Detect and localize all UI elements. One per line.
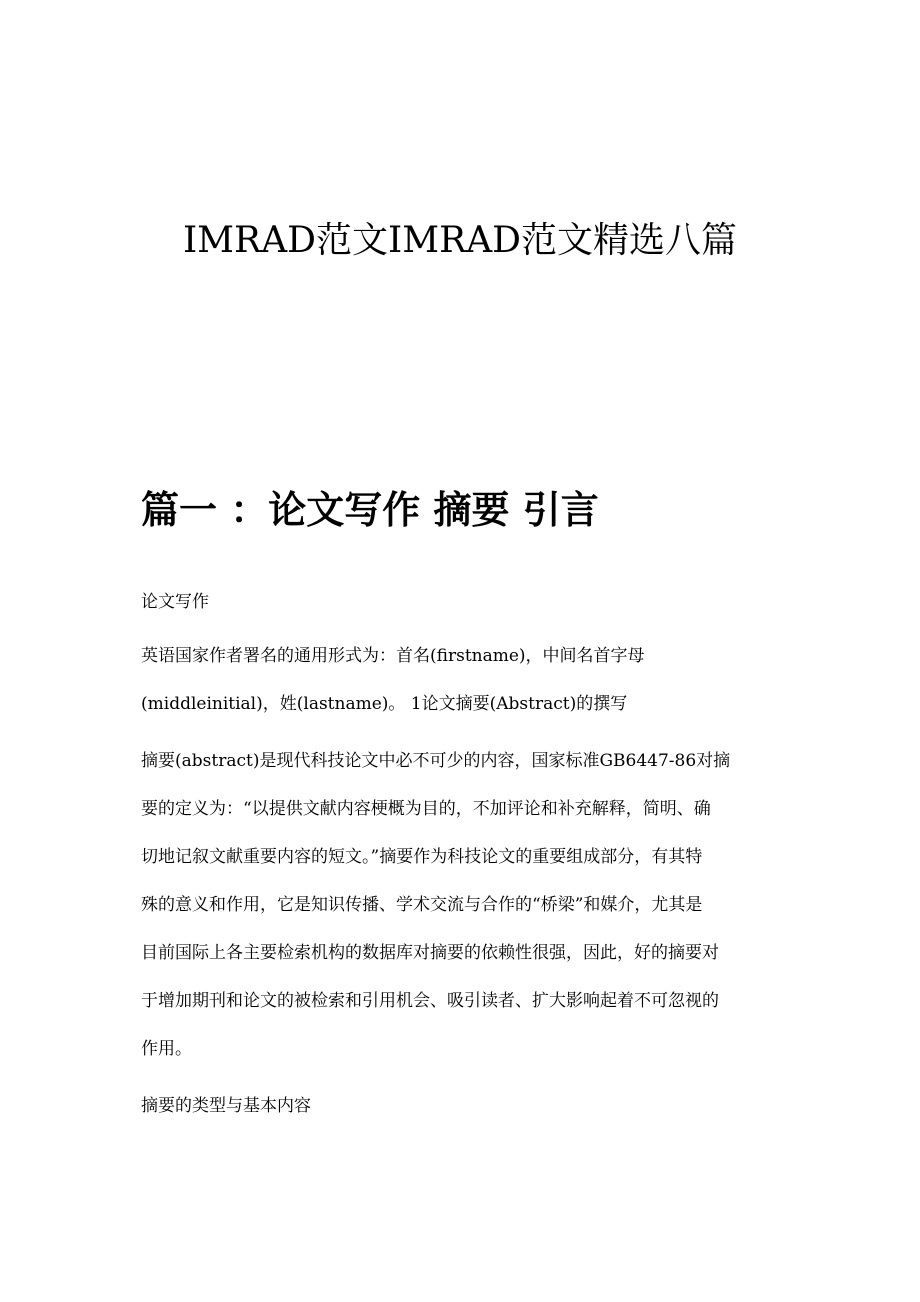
abstract-line: 摘要(abstract)是现代科技论文中必不可少的内容，国家标准GB6447-86对摘 bbox=[141, 751, 731, 771]
document-title: IMRAD范文IMRAD范文精选八篇 bbox=[182, 220, 738, 261]
types-paragraph bbox=[141, 1082, 781, 1130]
authors-paragraph bbox=[141, 632, 781, 728]
authors-line: (middleinitial)，姓(lastname)。 1论文摘要(Abstract)的撰写 bbox=[141, 694, 628, 714]
section-heading: 篇一 ：论文写作 摘要 引言 bbox=[141, 488, 599, 532]
subhead-paragraph bbox=[141, 578, 781, 626]
types-heading-text: 摘要的类型与基本内容 bbox=[141, 1096, 311, 1116]
authors-line: 英语国家作者署名的通用形式为：首名(firstname)，中间名首字母 bbox=[141, 646, 645, 666]
abstract-paragraph bbox=[141, 737, 781, 1073]
abstract-line: 目前国际上各主要检索机构的数据库对摘要的依赖性很强，因此，好的摘要对 bbox=[141, 943, 719, 963]
subhead-text: 论文写作 bbox=[141, 592, 209, 612]
abstract-line: 切地记叙文献重要内容的短文。”摘要作为科技论文的重要组成部分，有其特 bbox=[141, 847, 703, 867]
abstract-line: 殊的意义和作用，它是知识传播、学术交流与合作的“桥梁”和媒介，尤其是 bbox=[141, 895, 703, 915]
abstract-line: 要的定义为：“以提供文献内容梗概为目的，不加评论和补充解释，简明、确 bbox=[141, 799, 711, 819]
abstract-line: 作用。 bbox=[141, 1039, 192, 1059]
abstract-line: 于增加期刊和论文的被检索和引用机会、吸引读者、扩大影响起着不可忽视的 bbox=[141, 991, 719, 1011]
